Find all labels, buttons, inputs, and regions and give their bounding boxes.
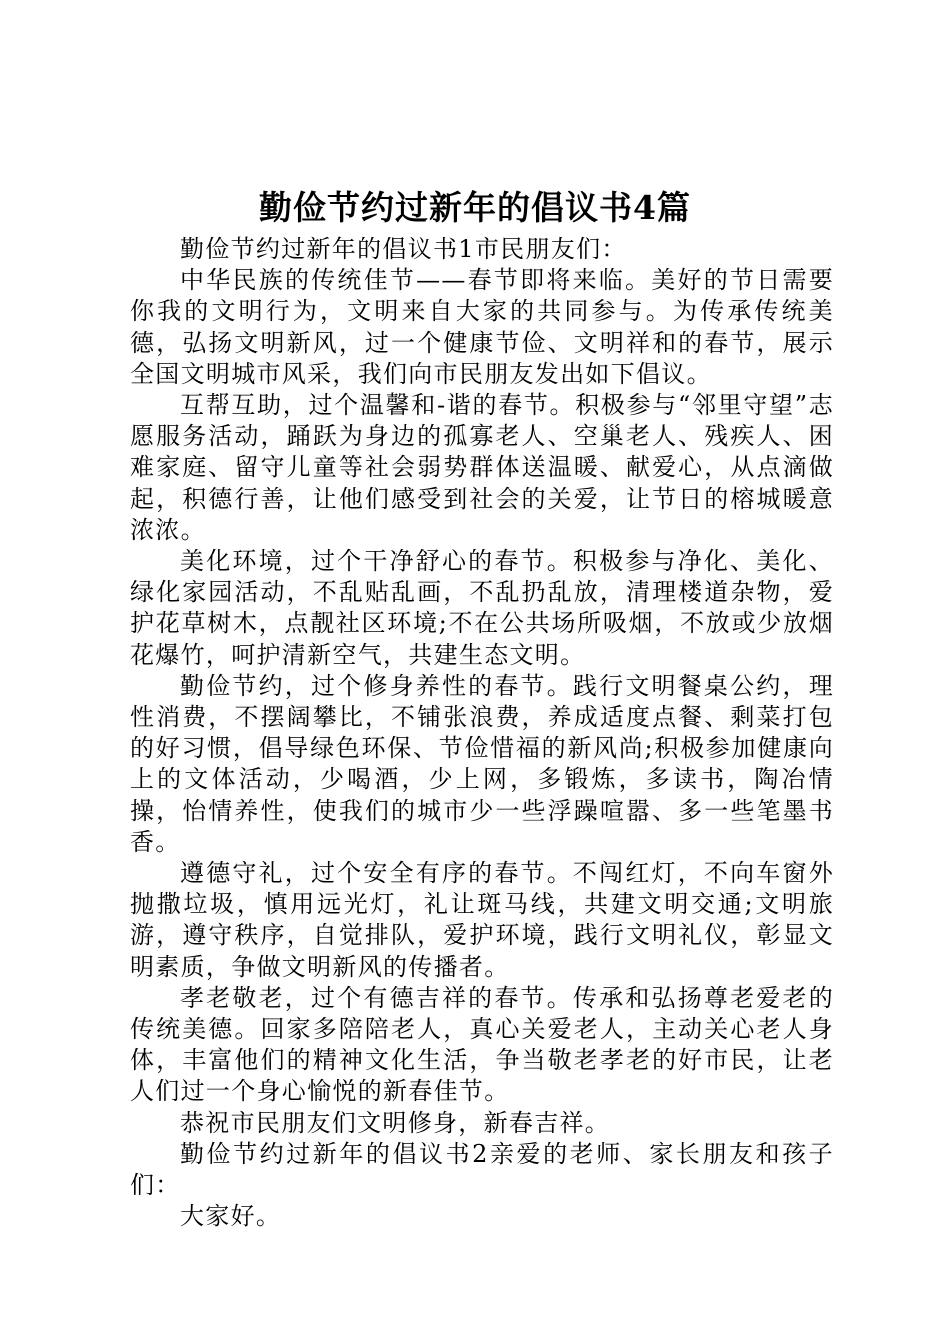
paragraph: 勤俭节约，过个修身养性的春节。践行文明餐桌公约，理性消费，不摆阔攀比，不铺张浪费，养成适度点餐、剩菜打包的好习惯，倡导绿色环保、节俭惜福的新风尚;积极参加健康向上的文体活动，少喝酒，少上网，多锻炼，多读书，陶冶情操，怡情养性，使我们的城市少一些浮躁喧嚣、多一些笔墨书香。 bbox=[130, 671, 834, 856]
paragraph: 互帮互助，过个温馨和-谐的春节。积极参与“邻里守望”志愿服务活动，踊跃为身边的孤寡老人、空巢老人、残疾人、困难家庭、留守儿童等社会弱势群体送温暖、献爱心，从点滴做起，积德行善，让他们感受到社会的关爱，让节日的榕城暖意浓浓。 bbox=[130, 391, 834, 544]
paragraph: 恭祝市民朋友们文明修身，新春吉祥。 bbox=[180, 1108, 611, 1137]
paragraph: 勤俭节约过新年的倡议书2亲爱的老师、家长朋友和孩子们： bbox=[130, 1139, 834, 1200]
paragraph: 中华民族的传统佳节——春节即将来临。美好的节日需要你我的文明行为，文明来自大家的共同参与。为传承传统美德，弘扬文明新风，过一个健康节俭、文明祥和的春节，展示全国文明城市风采，我们向市民朋友发出如下倡议。 bbox=[130, 266, 834, 388]
document-body bbox=[130, 234, 834, 1233]
paragraph: 遵德守礼，过个安全有序的春节。不闯红灯，不向车窗外抛撒垃圾，慎用远光灯，礼让斑马线，共建文明交通;文明旅游，遵守秩序，自觉排队，爱护环境，践行文明礼仪，彰显文明素质，争做文明新风的传播者。 bbox=[130, 859, 834, 981]
paragraph: 美化环境，过个干净舒心的春节。积极参与净化、美化、绿化家园活动，不乱贴乱画，不乱扔乱放，清理楼道杂物，爱护花草树木，点靓社区环境;不在公共场所吸烟，不放或少放烟花爆竹，呵护清新空气，共建生态文明。 bbox=[130, 547, 834, 669]
paragraph: 大家好。 bbox=[180, 1202, 282, 1231]
document-title: 勤俭节约过新年的倡议书4篇 bbox=[259, 188, 691, 227]
paragraph: 勤俭节约过新年的倡议书1市民朋友们： bbox=[180, 235, 627, 263]
paragraph: 孝老敬老，过个有德吉祥的春节。传承和弘扬尊老爱老的传统美德。回家多陪陪老人，真心关爱老人，主动关心老人身体，丰富他们的精神文化生活，争当敬老孝老的好市民，让老人们过一个身心愉悦的新春佳节。 bbox=[130, 983, 834, 1106]
